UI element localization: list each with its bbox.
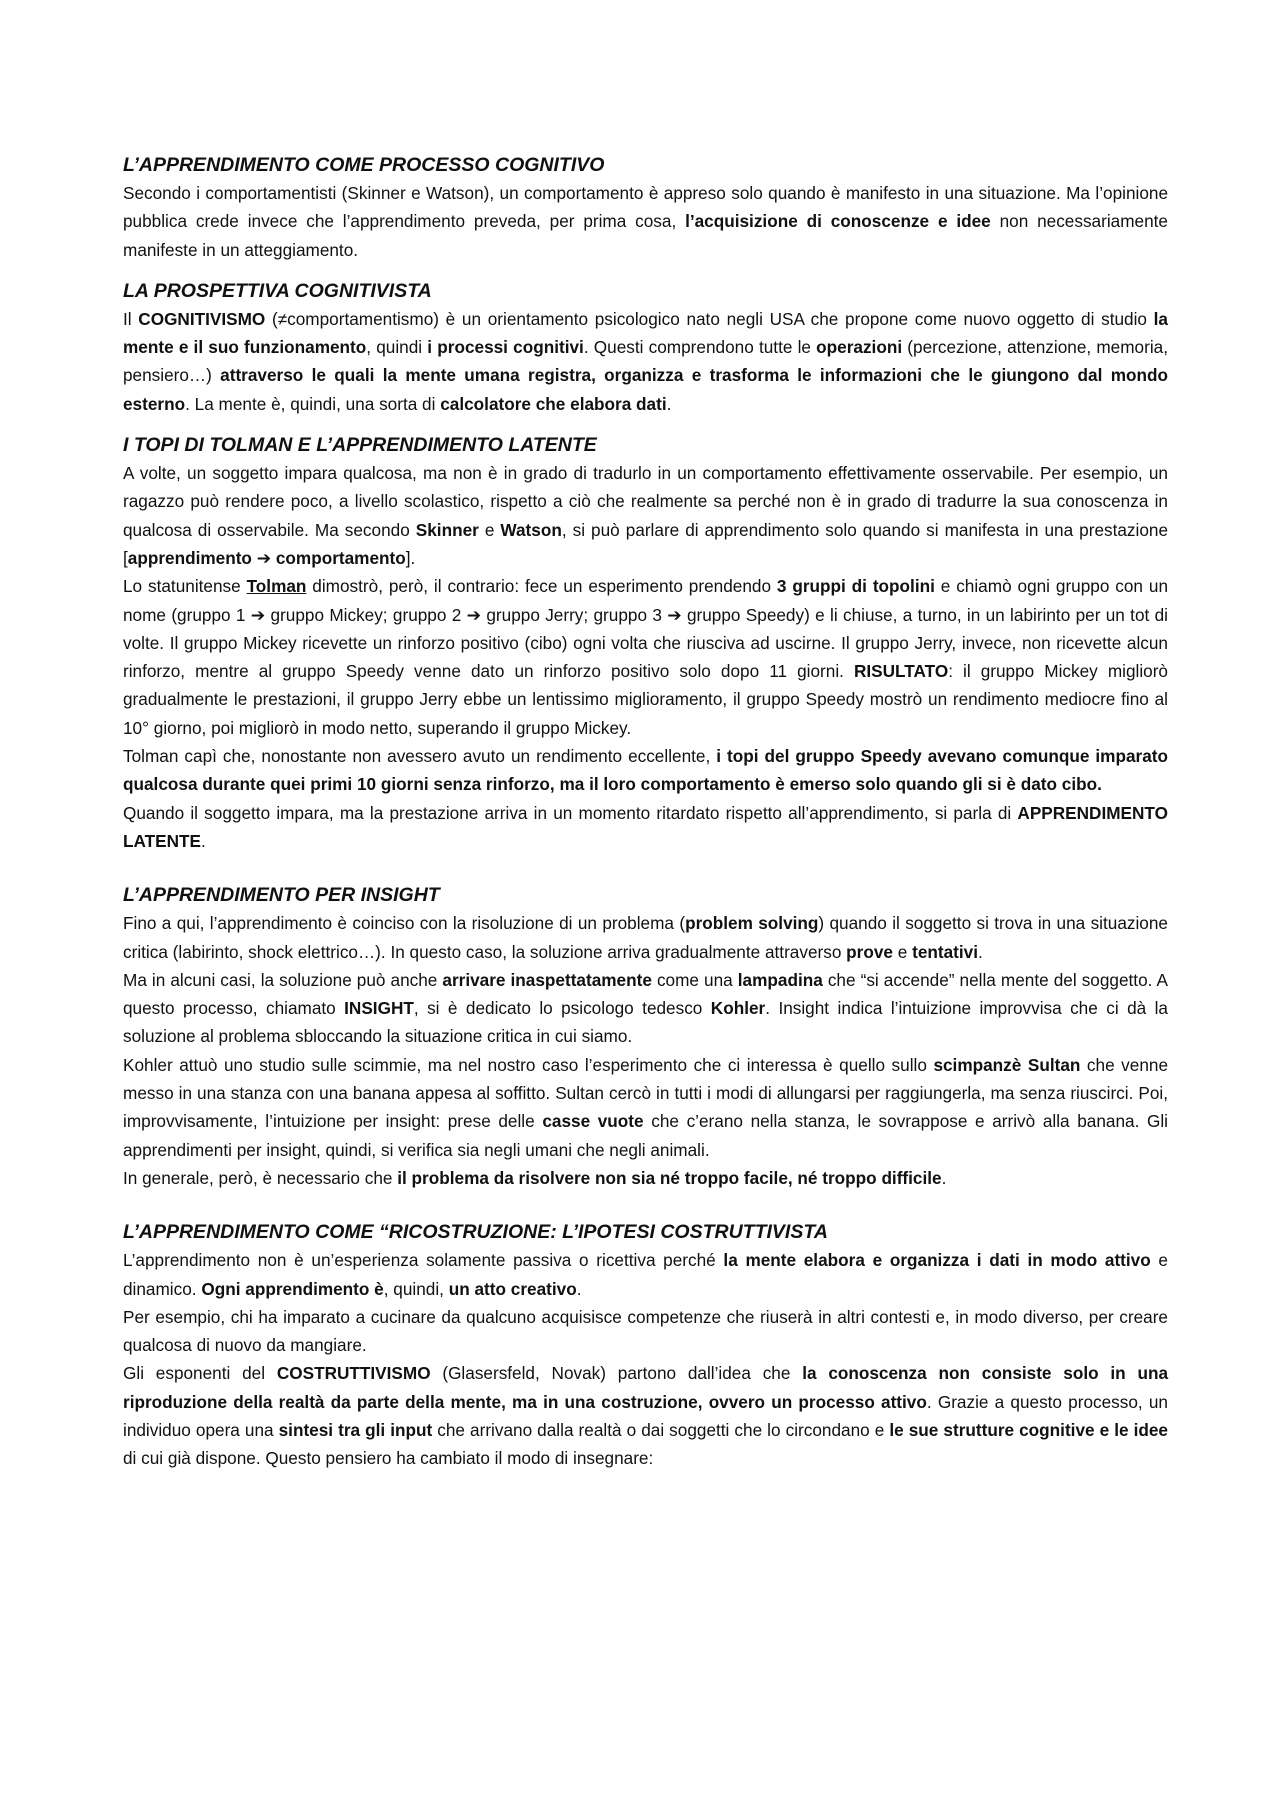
- paragraph: [123, 1051, 1168, 1164]
- text-run: che venne messo in una stanza con una banana appesa al soffitto. Sultan cercò in tutti i modi di allungarsi per raggiungerla, ma senza riuscirci. Poi, improvvisamente, l’intuizione per insight: prese delle: [123, 1054, 1169, 1132]
- text-run: : il gruppo Mickey migliorò gradualmente le prestazioni, il gruppo Jerry ebbe un lentissimo miglioramento, il gruppo Speedy mostrò un rendimento mediocre fino al 10° giorno, poi migliorò in modo netto, superando il gruppo Mickey.: [123, 661, 1168, 738]
- text-run: . Questi comprendono tutte le: [583, 337, 817, 358]
- bold-run: arrivare inaspettatamente: [442, 969, 652, 990]
- text-run: Ma in alcuni casi, la soluzione può anche: [123, 969, 443, 990]
- bold-run: INSIGHT: [344, 998, 414, 1019]
- text-run: che “si accende” nella mente del soggetto. A questo processo, chiamato: [123, 969, 1168, 1019]
- text-run: (≠comportamentismo) è un orientamento psicologico nato negli USA che propone come nuovo oggetto di studio: [265, 308, 1154, 329]
- section-tolman-latent-learning: [123, 431, 1168, 855]
- bold-run: Kohler: [710, 998, 766, 1019]
- section-heading: L’APPRENDIMENTO COME “RICOSTRUZIONE: L’IPOTESI COSTRUTTIVISTA: [123, 1221, 828, 1244]
- text-run: Tolman capì che, nonostante non avessero avuto un rendimento eccellente,: [123, 746, 717, 767]
- text-run: ].: [405, 547, 416, 568]
- paragraph: [123, 1359, 1168, 1472]
- text-run: Per esempio, chi ha imparato a cucinare da qualcuno acquisisce competenze che riuserà in altri contesti e, in modo diverso, per creare qualcosa di nuovo da mangiare.: [123, 1306, 1168, 1356]
- text-run: . Grazie a questo processo, un individuo opera una: [123, 1391, 1168, 1440]
- text-run: .: [941, 1167, 947, 1188]
- bold-run: Ogni apprendimento è: [201, 1278, 384, 1299]
- text-run: In generale, però, è necessario che: [123, 1167, 398, 1188]
- text-run: (Glasersfeld, Novak) partono dall’idea che: [430, 1363, 803, 1384]
- section-heading: L’APPRENDIMENTO COME PROCESSO COGNITIVO: [123, 154, 605, 176]
- bold-run: RISULTATO: [853, 661, 949, 682]
- text-run: .: [576, 1278, 582, 1299]
- text-run: .: [666, 393, 672, 414]
- text-run: . La mente è, quindi, una sorta di: [185, 393, 441, 414]
- bold-run: la conoscenza non consiste solo in una riproduzione della realtà da parte della mente, ma in una costruzione, ovvero un processo attivo: [123, 1363, 1169, 1412]
- paragraph: [123, 459, 1168, 572]
- paragraph: [123, 742, 1168, 799]
- bold-run: il problema da risolvere non sia né troppo facile, né troppo difficile: [397, 1167, 942, 1188]
- document-page: [123, 151, 1168, 1486]
- paragraph: [123, 179, 1168, 264]
- bold-run: attraverso le quali la mente umana registra, organizza e trasforma le informazioni che le giungono dal mondo esterno: [123, 365, 1168, 414]
- text-run: e dinamico.: [123, 1250, 1168, 1299]
- bold-run: i processi cognitivi: [427, 337, 584, 358]
- bold-run: Skinner: [415, 519, 479, 540]
- section-insight-learning: [123, 881, 1168, 1192]
- text-run: . Insight indica l’intuizione improvvisa che ci dà la soluzione al problema sbloccando la situazione critica in cui siamo.: [123, 998, 1168, 1047]
- bold-run: i topi del gruppo Speedy avevano comunque imparato qualcosa durante quei primi 10 giorni senza rinforzo, ma il loro comportamento è emerso solo quando gli si è dato cibo.: [123, 746, 1168, 795]
- text-run: e: [892, 941, 913, 962]
- text-run: Gli esponenti del: [123, 1363, 277, 1384]
- text-run: (percezione, attenzione, memoria, pensiero…): [123, 337, 1168, 386]
- section-cognitivist-perspective: [123, 277, 1168, 418]
- text-run: , quindi: [366, 337, 428, 358]
- section-constructivist-hypothesis: [123, 1218, 1168, 1472]
- text-run: Lo statunitense: [123, 576, 247, 597]
- text-run: non necessariamente manifeste in un atteggiamento.: [123, 211, 1168, 260]
- paragraph: [123, 1246, 1168, 1303]
- paragraph: [123, 909, 1168, 966]
- paragraph: [123, 305, 1168, 418]
- bold-run: 3 gruppi di topolini: [776, 576, 935, 597]
- bold-run: operazioni: [816, 337, 903, 358]
- bold-run: problem solving: [685, 913, 819, 934]
- bold-run: lampadina: [737, 969, 823, 990]
- text-run: che arrivano dalla realtà o dai soggetti che lo circondano e: [432, 1419, 890, 1440]
- text-run: che c’erano nella stanza, le sovrapposе e arrivò alla banana. Gli apprendimenti per insight, quindi, si verifica sia negli umani che negli animali.: [123, 1111, 1168, 1160]
- text-run: e chiamò ogni gruppo con un nome (gruppo 1 ➔ gruppo Mickey; gruppo 2 ➔ gruppo Jerry; gruppo 3 ➔ gruppo Speedy) e li chiuse, a turno, in un labirinto per un tot di volte. Il gruppo Mickey ricevette un rinforzo positivo (cibo) ogni volta che riusciva ad uscirne. Il gruppo Jerry, invece, non ricevette alcun rinforzo, mentre al gruppo Speedy venne dato un rinforzo positivo solo dopo 11 giorni.: [123, 576, 1168, 682]
- text-run: Fino a qui, l’apprendimento è coinciso con la risoluzione di un problema (: [123, 913, 686, 934]
- bold-run: Watson: [500, 519, 562, 540]
- bold-run: le sue strutture cognitive e le idee: [889, 1419, 1168, 1440]
- text-run: Kohler attuò uno studio sulle scimmie, ma nel nostro caso l’esperimento che ci interessa è quello sullo: [123, 1054, 934, 1075]
- bold-run: APPRENDIMENTO LATENTE: [123, 802, 1168, 851]
- section-heading: LA PROSPETTIVA COGNITIVISTA: [123, 279, 432, 302]
- paragraph: [123, 1164, 1168, 1192]
- bold-run: un atto creativo: [448, 1278, 577, 1299]
- text-run: .: [978, 941, 983, 962]
- text-run: come una: [651, 969, 738, 990]
- bold-run: prove: [846, 941, 893, 962]
- text-run: e: [478, 519, 501, 540]
- text-run: ) quando il soggetto si trova in una situazione critica (labirinto, shock elettrico…). In questo caso, la soluzione arriva gradualmente attraverso: [123, 913, 1168, 962]
- paragraph: [123, 1303, 1168, 1360]
- bold-run: la mente e il suo funzionamento: [123, 308, 1168, 358]
- text-run: .: [200, 830, 206, 851]
- bold-run: l’acquisizione di conoscenze e idee: [685, 211, 991, 232]
- paragraph: [123, 966, 1168, 1051]
- bold-run: tentativi: [912, 941, 978, 962]
- bold-run: sintesi tra gli input: [278, 1419, 433, 1440]
- section-heading: L’APPRENDIMENTO PER INSIGHT: [123, 884, 440, 907]
- bold-run: scimpanzè Sultan: [933, 1054, 1081, 1075]
- text-run: , quindi,: [383, 1278, 449, 1299]
- text-run: Il: [123, 308, 139, 329]
- bold-run: COGNITIVISMO: [138, 308, 266, 329]
- text-run: L’apprendimento non è un’esperienza solamente passiva o ricettiva perché: [123, 1250, 724, 1271]
- text-run: dimostrò, però, il contrario: fece un esperimento prendendo: [306, 576, 777, 597]
- bold-run: apprendimento ➔ comportamento: [127, 547, 406, 568]
- text-run: Secondo i comportamentisti (Skinner e Watson), un comportamento è appreso solo quando è manifesto in una situazione. Ma l’opinione pubblica crede invece che l’apprendimento preveda, per prima cosa,: [123, 183, 1168, 232]
- underlined-name: Tolman: [246, 576, 307, 597]
- bold-run: casse vuote: [542, 1111, 644, 1132]
- paragraph: [123, 799, 1168, 856]
- section-heading: I TOPI DI TOLMAN E L’APPRENDIMENTO LATENTE: [123, 434, 597, 457]
- text-run: , si può parlare di apprendimento solo quando si manifesta in una prestazione [: [123, 519, 1169, 568]
- text-run: A volte, un soggetto impara qualcosa, ma non è in grado di tradurlo in un comportamento effettivamente osservabile. Per esempio, un ragazzo può rendere poco, a livello scolastico, rispetto a ciò che realmente sa perché non è in grado di tradurre la sua conoscenza in qualcosa di osservabile. Ma secondo: [123, 463, 1168, 540]
- text-run: Quando il soggetto impara, ma la prestazione arriva in un momento ritardato rispetto all’apprendimento, si parla di: [123, 802, 1018, 823]
- section-cognitive-process: [123, 151, 1168, 264]
- text-run: di cui già dispone. Questo pensiero ha cambiato il modo di insegnare:: [123, 1448, 654, 1469]
- bold-run: calcolatore che elabora dati: [440, 393, 667, 414]
- bold-run: COSTRUTTIVISMO: [276, 1363, 431, 1384]
- bold-run: la mente elabora e organizza i dati in modo attivo: [723, 1250, 1151, 1271]
- text-run: , si è dedicato lo psicologo tedesco: [413, 998, 711, 1019]
- paragraph: [123, 572, 1168, 742]
